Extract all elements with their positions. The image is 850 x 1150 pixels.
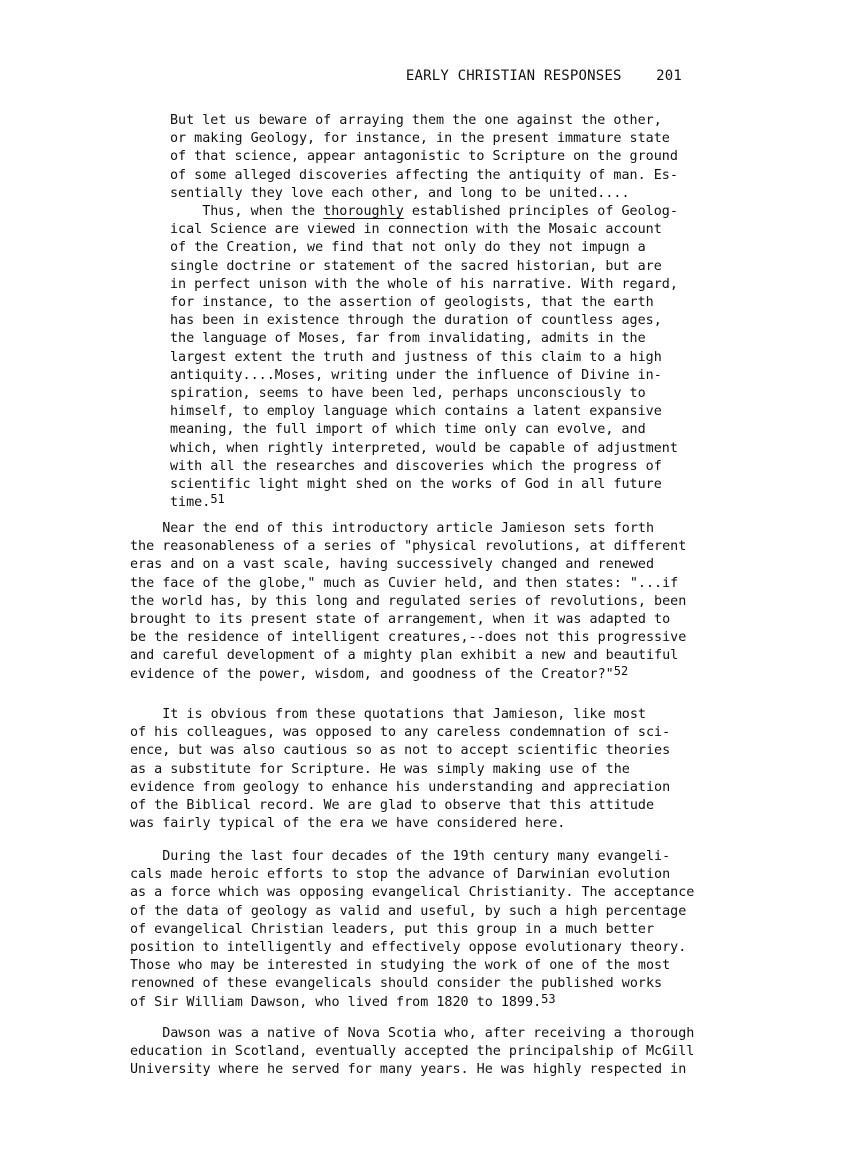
quote-line: of some alleged discoveries affecting the antiquity of man. Es-: [170, 167, 678, 183]
paragraph-line: eras and on a vast scale, having successively changed and renewed: [130, 557, 655, 573]
paragraph-line: of the data of geology as valid and useful, by such a high percentage: [130, 903, 687, 919]
paragraph-last-line: of Sir William Dawson, who lived from 1820 to 1899.: [130, 994, 542, 1010]
paragraph-line: It is obvious from these quotations that Jamieson, like most: [130, 707, 646, 722]
quote-line: But let us beware of arraying them the one against the other,: [170, 113, 662, 128]
paragraph-line: the face of the globe," much as Cuvier held, and then states: "...if: [130, 575, 679, 591]
paragraph-line: of the Biblical record. We are glad to observe that this attitude: [130, 798, 655, 814]
quote-line-rest: established principles of Geolog-: [403, 204, 678, 220]
quote-line: the language of Moses, far from invalidating, admits in the: [170, 331, 646, 347]
quote-line: sentially they love each other, and long to be united....: [170, 185, 630, 201]
paragraph-dawson: [130, 1025, 694, 1080]
paragraph-line: position to intelligently and effectively oppose evolutionary theory.: [130, 940, 687, 956]
paragraph-last-line: evidence of the power, wisdom, and goodness of the Creator?": [130, 666, 614, 682]
running-header: [406, 68, 682, 84]
footnote-marker: 52: [613, 663, 629, 678]
underlined-word: thoroughly: [323, 204, 404, 220]
paragraph-line: [130, 663, 686, 684]
paragraph-line: the world has, by this long and regulated series of revolutions, been: [130, 593, 687, 609]
quote-line: in perfect unison with the whole of his narrative. With regard,: [170, 276, 678, 292]
paragraph-line: [130, 991, 694, 1012]
quote-line: with all the researches and discoveries which the progress of: [170, 458, 662, 474]
paragraph-line: was fairly typical of the era we have considered here.: [130, 816, 566, 832]
quote-line: scientific light might shed on the works of God in all future: [170, 477, 662, 493]
quote-line: or making Geology, for instance, in the present immature state: [170, 131, 670, 147]
page-number: 201: [656, 68, 682, 84]
paragraph-evangelicals: [130, 848, 694, 1012]
quote-line: spiration, seems to have been led, perhaps unconsciously to: [170, 386, 646, 402]
quote-line: [170, 203, 678, 221]
paragraph-line: as a force which was opposing evangelical Christianity. The acceptance: [130, 885, 695, 901]
paragraph-line: as a substitute for Scripture. He was simply making use of the: [130, 761, 630, 777]
paragraph-jamieson-intro: [130, 520, 686, 684]
block-quote: [170, 112, 678, 512]
quote-line: meaning, the full import of which time only can evolve, and: [170, 422, 646, 438]
paragraph-line: ence, but was also cautious so as not to accept scientific theories: [130, 743, 671, 759]
paragraph-line: brought to its present state of arrangement, when it was adapted to: [130, 612, 671, 628]
footnote-marker: 51: [210, 492, 225, 507]
quote-line-start: Thus, when the: [170, 204, 324, 220]
paragraph-line: the reasonableness of a series of "physical revolutions, at different: [130, 539, 687, 555]
quote-line: [170, 494, 678, 512]
quote-line: antiquity....Moses, writing under the influence of Divine in-: [170, 367, 662, 383]
quote-line: himself, to employ language which contains a latent expansive: [170, 404, 662, 420]
footnote-marker: 53: [541, 991, 556, 1006]
paragraph-line: Those who may be interested in studying the work of one of the most: [130, 958, 671, 974]
paragraph-line: University where he served for many years. He was highly respected in: [130, 1062, 687, 1078]
paragraph-line: education in Scotland, eventually accepted the principalship of McGill: [130, 1044, 695, 1060]
paragraph-line: of evangelical Christian leaders, put this group in a much better: [130, 921, 655, 937]
quote-line: has been in existence through the duration of countless ages,: [170, 313, 662, 329]
paragraph-line: renowned of these evangelicals should consider the published works: [130, 976, 663, 992]
paragraph-line: Near the end of this introductory article Jamieson sets forth: [130, 521, 655, 536]
quote-line: for instance, to the assertion of geologists, that the earth: [170, 295, 654, 311]
quote-line: largest extent the truth and justness of this claim to a high: [170, 349, 662, 365]
paragraph-jamieson-summary: [130, 706, 670, 833]
quote-last-line: time.: [170, 495, 211, 511]
paragraph-line: and careful development of a mighty plan exhibit a new and beautiful: [130, 648, 679, 664]
quote-line: which, when rightly interpreted, would be capable of adjustment: [170, 440, 678, 456]
quote-line: of the Creation, we find that not only do they not impugn a: [170, 240, 646, 256]
quote-line: single doctrine or statement of the sacred historian, but are: [170, 258, 662, 274]
paragraph-line: cals made heroic efforts to stop the advance of Darwinian evolution: [130, 867, 671, 883]
paragraph-line: During the last four decades of the 19th century many evangeli-: [130, 849, 671, 864]
paragraph-line: be the residence of intelligent creatures,--does not this progressive: [130, 630, 687, 646]
quote-line: of that science, appear antagonistic to Scripture on the ground: [170, 149, 678, 165]
paragraph-line: evidence from geology to enhance his understanding and appreciation: [130, 779, 671, 795]
paragraph-line: of his colleagues, was opposed to any careless condemnation of sci-: [130, 725, 671, 741]
quote-line: ical Science are viewed in connection with the Mosaic account: [170, 222, 662, 238]
running-title: EARLY CHRISTIAN RESPONSES: [405, 68, 622, 84]
paragraph-line: Dawson was a native of Nova Scotia who, after receiving a thorough: [130, 1026, 695, 1041]
